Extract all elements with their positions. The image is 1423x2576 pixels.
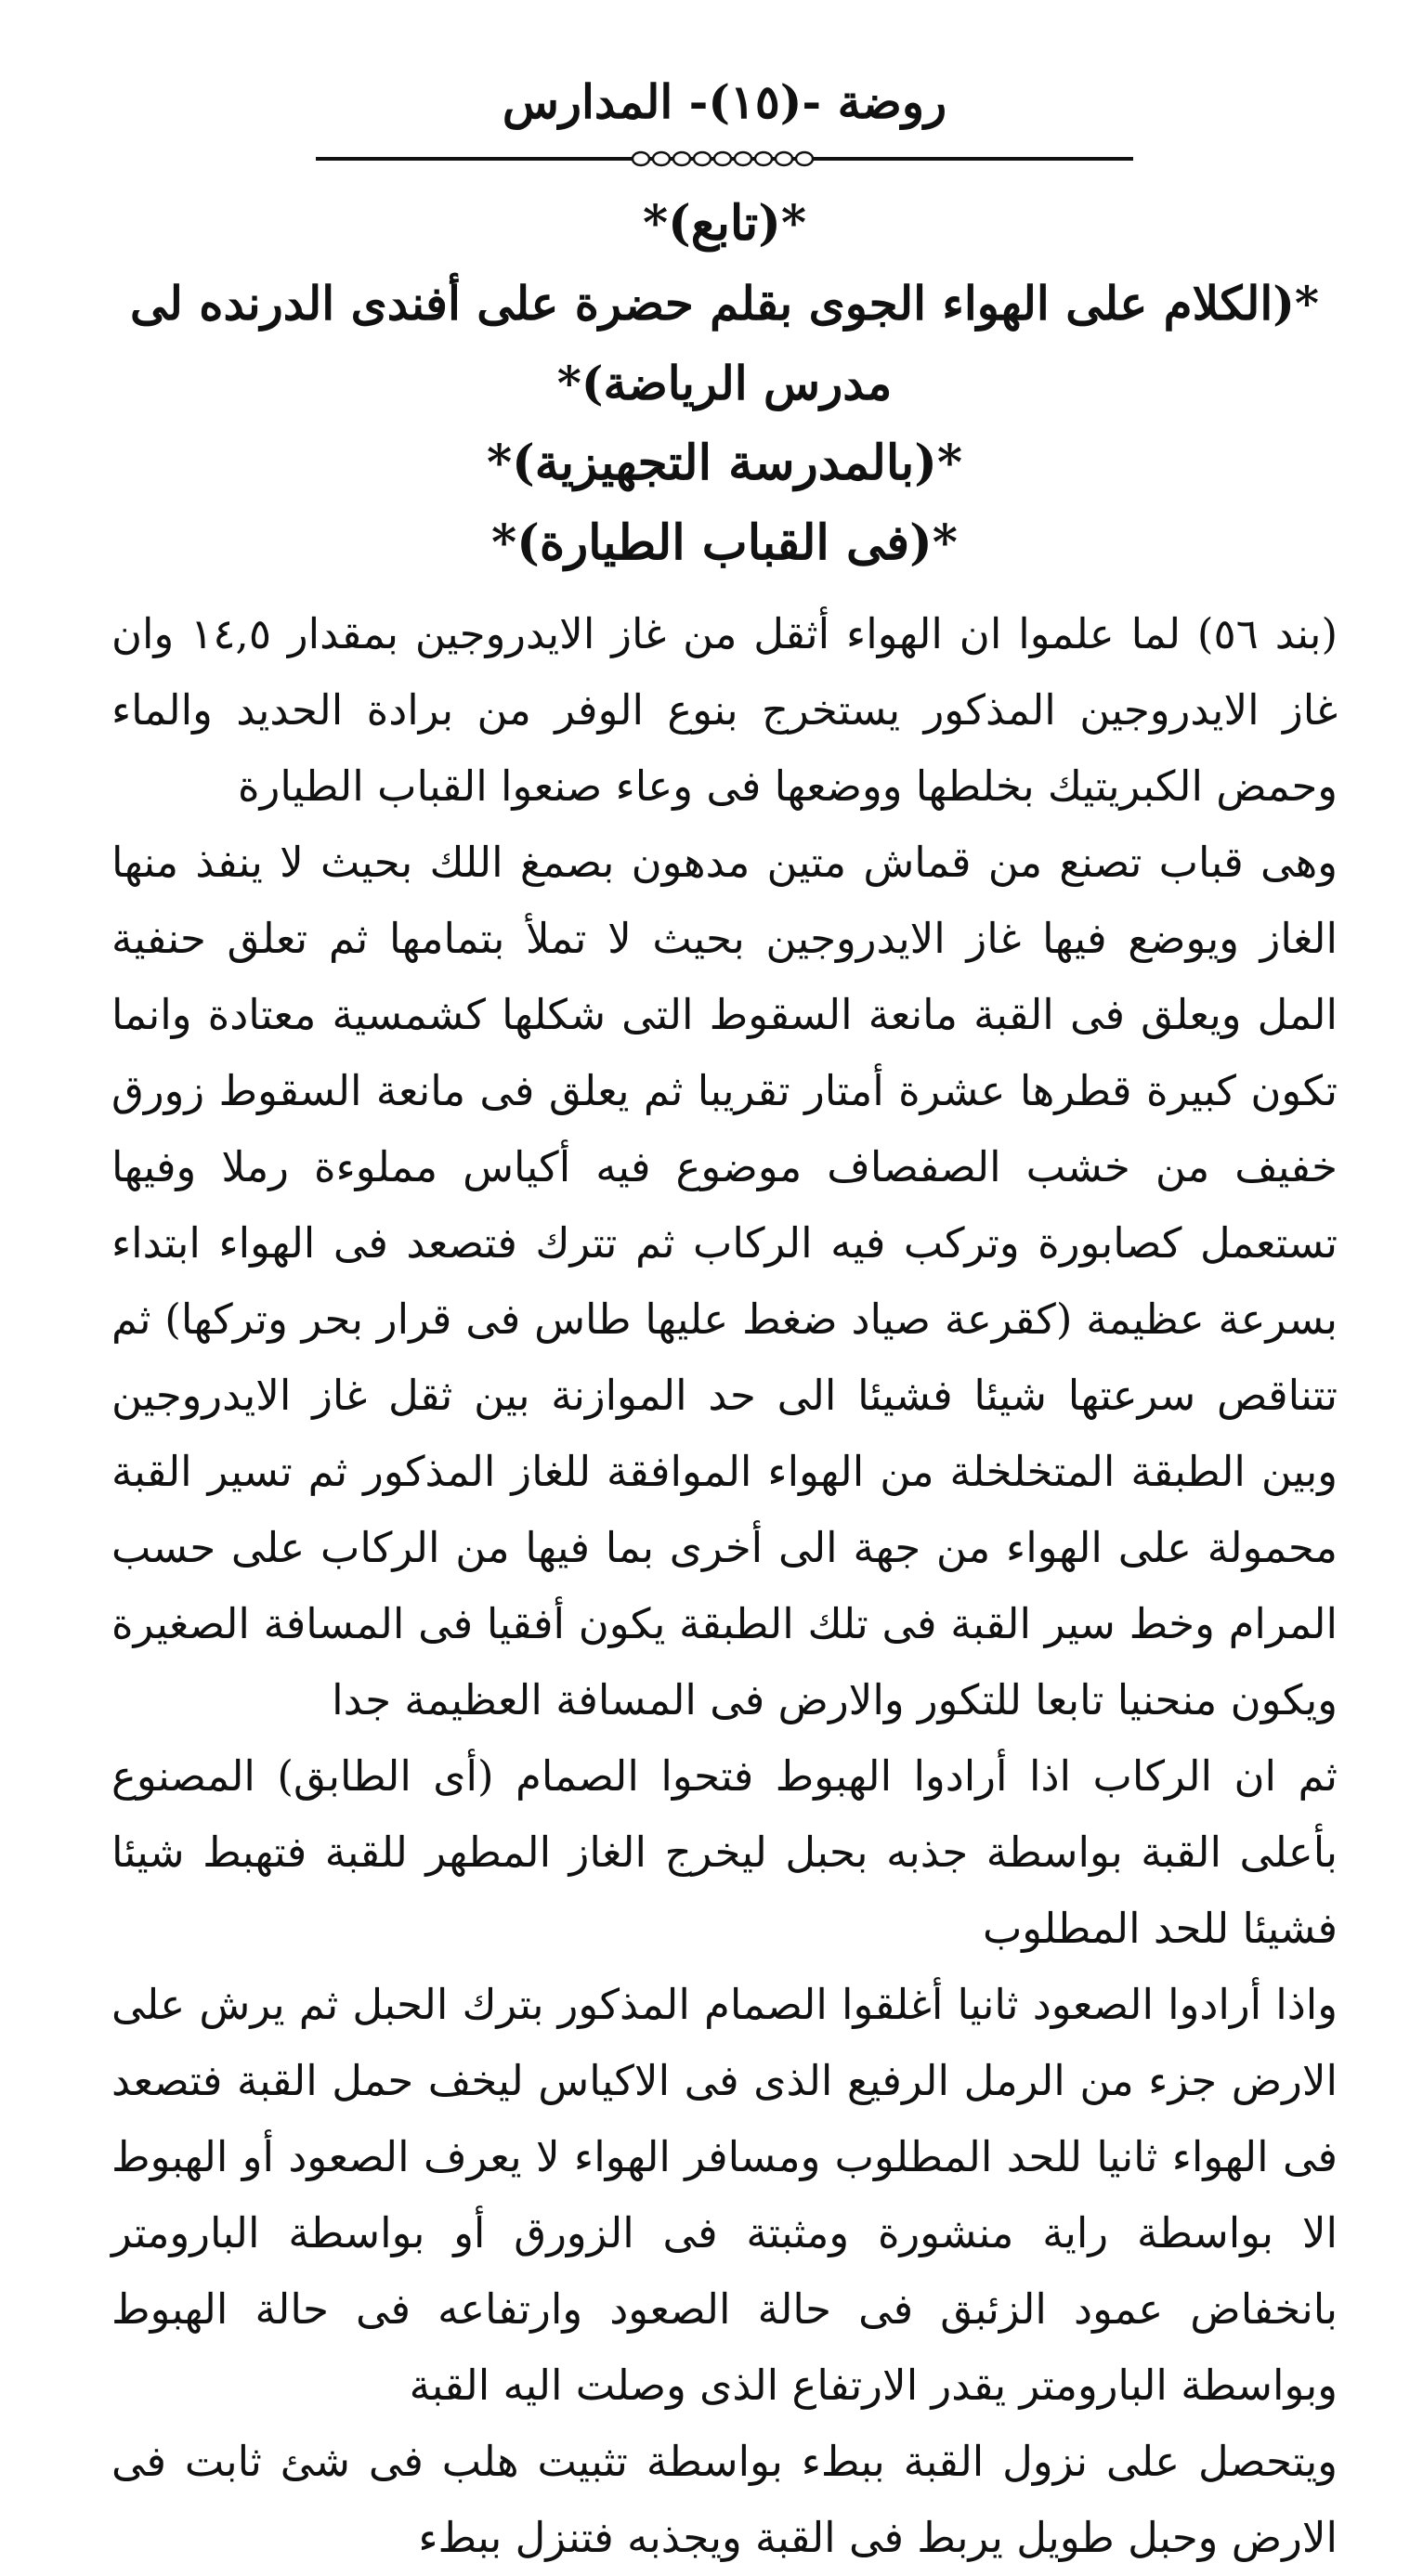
paragraph-1: (بند ٥٦) لما علموا ان الهواء أثقل من غاز الايدروجين بمقدار ١٤,٥ وان غاز الايدروجين المذكور يستخرج بنوع الوفر من برادة الحديد والماء وحمض الكبريتيك بخلطها ووضعها فى وعاء صنعوا القباب الطيارة [111, 609, 1338, 811]
ornamental-rule [316, 147, 1133, 171]
heading-topic: *(فى القباب الطيارة)* [491, 514, 958, 571]
paragraph-5: ويتحصل على نزول القبة ببطء بواسطة تثبيت هلب فى شئ ثابت فى الارض وحبل طويل يربط فى القبة ويجذبه فتنزل ببطء [111, 2437, 1338, 2562]
running-header: روضة -(١٥)- المدارس [502, 74, 947, 129]
heading-article-title: *(الكلام على الهواء الجوى بقلم حضرة على أفندى الدرنده لى مدرس الرياضة)* [129, 276, 1320, 410]
paragraph-4: واذا أرادوا الصعود ثانيا أغلقوا الصمام المذكور بترك الحبل ثم يرش على الارض جزء من الرمل الرفيع الذى فى الاكياس ليخف حمل القبة فتصعد فى الهواء ثانيا للحد المطلوب ومسافر الهواء لا يعرف الصعود أو الهبوط الا بواسطة راية منشورة ومثبتة فى الزورق أو بواسطة البارومتر بانخفاض عمود الزئبق فى حالة الصعود وارتفاعه فى حالة الهبوط وبواسطة البارومتر يقدر الارتفاع الذى وصلت اليه القبة [111, 1980, 1338, 2410]
paragraph-2: وهى قباب تصنع من قماش متين مدهون بصمغ اللك بحيث لا ينفذ منها الغاز ويوضع فيها غاز الايدروجين بحيث لا تملأ بتمامها ثم تعلق حنفية المل ويعلق فى القبة مانعة السقوط التى شكلها كشمسية معتادة وانما تكون كبيرة قطرها عشرة أمتار تقريبا ثم يعلق فى مانعة السقوط زورق خفيف من خشب الصفصاف موضوع فيه أكياس مملوءة رملا وفيها تستعمل كصابورة وتركب فيه الركاب ثم تترك فتصعد فى الهواء ابتداء بسرعة عظيمة (كقرعة صياد ضغط عليها طاس فى قرار بحر وتركها) ثم تتناقص سرعتها شيئا فشيئا الى حد الموازنة بين ثقل غاز الايدروجين وبين الطبقة المتخلخلة من الهواء الموافقة للغاز المذكور ثم تسير القبة محمولة على الهواء من جهة الى أخرى بما فيها من الركاب على حسب المرام وخط سير القبة فى تلك الطبقة يكون أفقيا فى المسافة الصغيرة ويكون منحنيا تابعا للتكور والارض فى المسافة العظيمة جدا [111, 838, 1338, 1724]
article-body [111, 596, 1338, 2576]
paragraph-3: ثم ان الركاب اذا أرادوا الهبوط فتحوا الصمام (أى الطابق) المصنوع بأعلى القبة بواسطة جذبه بحبل ليخرج الغاز المطهر للقبة فتهبط شيئا فشيئا للحد المطلوب [111, 1751, 1338, 1953]
heading-school: *(بالمدرسة التجهيزية)* [486, 435, 963, 491]
heading-continued: *(تابع)* [642, 195, 807, 252]
document-page [111, 65, 1338, 2562]
